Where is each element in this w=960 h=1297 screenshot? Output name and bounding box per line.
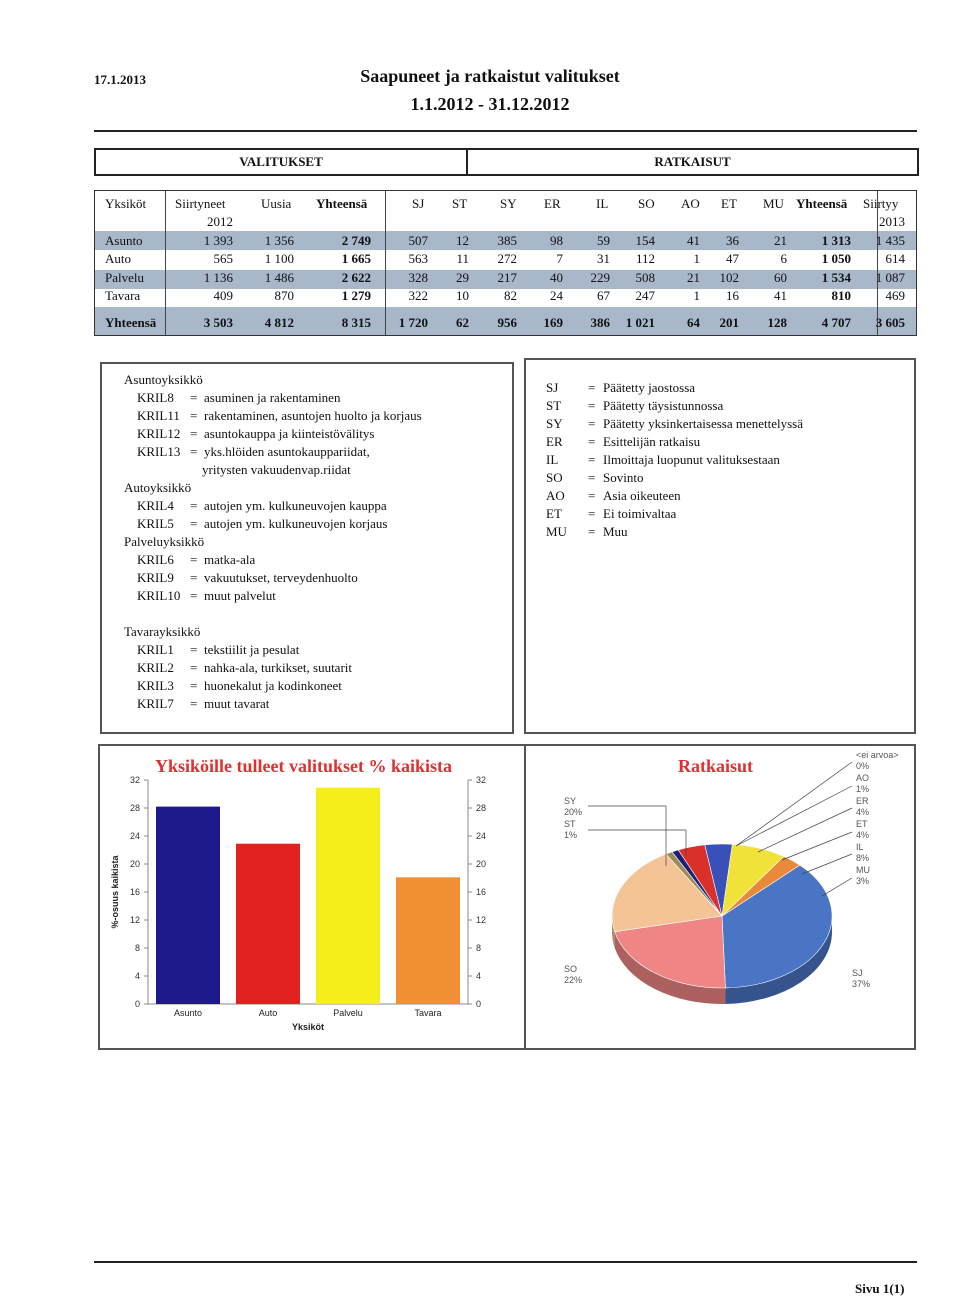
abbr-code: MU — [546, 524, 567, 539]
unit-code: KRIL12 — [137, 426, 181, 441]
table-cell: 385 — [497, 233, 517, 248]
unit-code: KRIL4 — [137, 498, 174, 513]
pie-label-name: MU — [856, 865, 870, 875]
abbreviation-legend-box — [524, 358, 916, 734]
table-cell: 217 — [497, 270, 517, 285]
table-cell: 469 — [885, 288, 905, 303]
equals-sign: = — [190, 570, 198, 585]
pie-label-name: SY — [564, 796, 577, 806]
table-cell: 82 — [504, 288, 517, 303]
pie-label-pct: 37% — [852, 979, 871, 989]
unit-heading: Tavarayksikkö — [124, 624, 201, 639]
equals-sign: = — [588, 506, 596, 521]
table-cell: 24 — [550, 288, 563, 303]
abbr-code: IL — [546, 452, 559, 467]
y-tick-label-left: 16 — [129, 887, 140, 897]
bar-palvelu — [316, 788, 380, 1004]
unit-description: yks.hlöiden asuntokauppariidat, — [204, 444, 370, 459]
equals-sign: = — [588, 380, 596, 395]
y-tick-label-right: 32 — [476, 775, 487, 785]
unit-description: autojen ym. kulkuneuvojen kauppa — [204, 498, 387, 513]
bar-chart — [100, 746, 524, 1048]
table-total-cell: 386 — [590, 315, 610, 330]
table-total-cell: 62 — [456, 315, 469, 330]
pie-label-name: <ei arvoa> — [856, 750, 899, 760]
table-row-label: Tavara — [105, 288, 141, 303]
unit-description: autojen ym. kulkuneuvojen korjaus — [204, 516, 388, 531]
table-header-cell: MU — [763, 196, 784, 211]
table-total-label: Yhteensä — [105, 315, 157, 330]
pie-chart — [526, 746, 914, 1048]
table-cell: 41 — [774, 288, 787, 303]
table-cell: 272 — [497, 251, 517, 266]
table-cell: 1 087 — [875, 270, 905, 285]
pie-label-pct: 8% — [856, 853, 870, 863]
table-total-cell: 128 — [767, 315, 787, 330]
table-header-cell: Siirtyneet — [175, 196, 226, 211]
equals-sign: = — [588, 488, 596, 503]
x-category-label: Tavara — [414, 1008, 442, 1018]
table-cell: 47 — [726, 251, 739, 266]
y-tick-label-left: 24 — [129, 831, 140, 841]
table-total-cell: 1 720 — [398, 315, 428, 330]
x-category-label: Palvelu — [333, 1008, 363, 1018]
table-cell: 16 — [726, 288, 739, 303]
pie-leader-line — [822, 878, 852, 896]
y-tick-label-right: 20 — [476, 859, 487, 869]
equals-sign: = — [190, 498, 198, 513]
table-cell: 1 136 — [203, 270, 233, 285]
y-tick-label-right: 28 — [476, 803, 487, 813]
table-header-cell: IL — [596, 196, 609, 211]
table-header-cell: ER — [544, 196, 561, 211]
table-cell: 1 356 — [264, 233, 294, 248]
pie-leader-line — [736, 762, 852, 846]
equals-sign: = — [190, 696, 198, 711]
table-cell: 6 — [780, 251, 787, 266]
table-cell: 1 313 — [821, 233, 851, 248]
table-header-cell: SY — [500, 196, 517, 211]
equals-sign: = — [588, 416, 596, 431]
table-header-cell: SO — [638, 196, 655, 211]
abbr-code: AO — [546, 488, 565, 503]
unit-code: KRIL7 — [137, 696, 174, 711]
table-cell: 409 — [213, 288, 233, 303]
table-cell: 29 — [456, 270, 469, 285]
table-cell: 60 — [774, 270, 787, 285]
pie-label-pct: 1% — [564, 830, 578, 840]
unit-code: KRIL2 — [137, 660, 174, 675]
pie-label-pct: 22% — [564, 975, 583, 985]
equals-sign: = — [190, 426, 198, 441]
table-cell: 36 — [726, 233, 739, 248]
table-cell: 59 — [597, 233, 610, 248]
equals-sign: = — [190, 552, 198, 567]
abbr-description: Muu — [603, 524, 628, 539]
y-tick-label-left: 28 — [129, 803, 140, 813]
x-category-label: Auto — [258, 1008, 278, 1018]
equals-sign: = — [190, 408, 198, 423]
table-cell: 1 435 — [875, 233, 905, 248]
table-cell: 12 — [456, 233, 469, 248]
unit-description: rakentaminen, asuntojen huolto ja korjaus — [204, 408, 422, 423]
report-title: Saapuneet ja ratkaistut valitukset — [360, 66, 620, 86]
table-header-cell: Uusia — [261, 196, 292, 211]
table-cell: 563 — [408, 251, 428, 266]
unit-heading: Palveluyksikkö — [124, 534, 205, 549]
unit-code: KRIL5 — [137, 516, 174, 531]
table-cell: 21 — [687, 270, 700, 285]
y-tick-label-left: 8 — [134, 943, 140, 953]
table-column-divider — [385, 191, 386, 335]
table-header-cell: AO — [681, 196, 700, 211]
equals-sign: = — [190, 678, 198, 693]
y-tick-label-left: 20 — [129, 859, 140, 869]
abbr-description: Ilmoittaja luopunut valituksestaan — [603, 452, 780, 467]
y-tick-label-left: 12 — [129, 915, 140, 925]
y-tick-label-right: 8 — [476, 943, 482, 953]
table-cell: 31 — [597, 251, 610, 266]
abbr-code: ST — [546, 398, 562, 413]
unit-heading: Autoyksikkö — [124, 480, 192, 495]
bottom-divider — [94, 1261, 917, 1263]
page-number: Sivu 1(1) — [855, 1281, 905, 1296]
table-header-year: 2012 — [207, 214, 233, 229]
pie-label-pct: 1% — [856, 784, 870, 794]
table-cell: 1 — [693, 288, 700, 303]
table-cell: 2 749 — [341, 233, 371, 248]
unit-description: nahka-ala, turkikset, suutarit — [204, 660, 353, 675]
table-cell: 1 534 — [821, 270, 851, 285]
table-cell: 154 — [635, 233, 655, 248]
table-cell: 810 — [831, 288, 851, 303]
table-total-cell: 169 — [543, 315, 563, 330]
top-divider — [94, 130, 917, 132]
table-cell: 1 050 — [821, 251, 851, 266]
table-row-label: Asunto — [105, 233, 143, 248]
unit-description: huonekalut ja kodinkoneet — [204, 678, 342, 693]
unit-code: KRIL6 — [137, 552, 174, 567]
equals-sign: = — [190, 588, 198, 603]
abbr-code: SY — [546, 416, 563, 431]
table-cell: 614 — [885, 251, 905, 266]
table-cell: 21 — [774, 233, 787, 248]
x-category-label: Asunto — [173, 1008, 203, 1018]
table-cell: 102 — [719, 270, 739, 285]
pie-label-name: AO — [856, 773, 870, 783]
abbr-description: Päätetty yksinkertaisessa menettelyssä — [603, 416, 804, 431]
table-total-cell: 3 605 — [875, 315, 905, 330]
abbr-description: Päätetty täysistunnossa — [603, 398, 724, 413]
equals-sign: = — [588, 434, 596, 449]
x-axis-label: Yksiköt — [291, 1022, 325, 1032]
abbr-description: Ei toimivaltaa — [603, 506, 677, 521]
abbr-code: SO — [546, 470, 563, 485]
pie-label-name: SJ — [852, 968, 863, 978]
table-column-divider — [877, 191, 878, 335]
pie-label-pct: 3% — [856, 876, 870, 886]
table-cell: 507 — [408, 233, 428, 248]
table-cell: 870 — [274, 288, 294, 303]
table-total-cell: 3 503 — [203, 315, 233, 330]
table-cell: 322 — [408, 288, 428, 303]
y-axis-label: %-osuus kaikista — [110, 855, 120, 929]
unit-code: KRIL10 — [137, 588, 181, 603]
unit-description: vakuutukset, terveydenhuolto — [204, 570, 358, 585]
table-total-cell: 4 812 — [264, 315, 294, 330]
table-cell: 41 — [687, 233, 700, 248]
pie-label-name: ET — [856, 819, 868, 829]
pie-label-pct: 4% — [856, 830, 870, 840]
statistics-table — [94, 190, 917, 336]
table-cell: 40 — [550, 270, 563, 285]
table-cell: 229 — [590, 270, 610, 285]
equals-sign: = — [588, 452, 596, 467]
table-cell: 1 665 — [341, 251, 371, 266]
table-header-cell: ET — [721, 196, 737, 211]
bar-chart-panel — [98, 744, 526, 1050]
table-cell: 7 — [556, 251, 563, 266]
table-cell: 1 279 — [341, 288, 371, 303]
table-header-year: 2013 — [879, 214, 905, 229]
pie-label-name: ER — [856, 796, 869, 806]
y-tick-label-left: 4 — [134, 971, 140, 981]
y-tick-label-right: 0 — [476, 999, 482, 1009]
table-total-cell: 201 — [719, 315, 739, 330]
abbr-description: Asia oikeuteen — [603, 488, 681, 503]
y-tick-label-left: 32 — [129, 775, 140, 785]
abbr-code: ET — [546, 506, 562, 521]
table-header-cell: Yksiköt — [105, 196, 147, 211]
table-total-cell: 64 — [687, 315, 700, 330]
equals-sign: = — [190, 390, 198, 405]
table-cell: 508 — [635, 270, 655, 285]
unit-description: muut tavarat — [204, 696, 270, 711]
pie-label-pct: 4% — [856, 807, 870, 817]
pie-label-name: IL — [856, 842, 864, 852]
pie-label-pct: 20% — [564, 807, 583, 817]
unit-description: asuntokauppa ja kiinteistövälitys — [204, 426, 375, 441]
pie-chart-title: Ratkaisut — [678, 756, 754, 776]
abbr-description: Esittelijän ratkaisu — [603, 434, 701, 449]
table-cell: 1 393 — [203, 233, 233, 248]
pie-label-name: SO — [564, 964, 578, 974]
table-header-cell: Yhteensä — [316, 196, 368, 211]
equals-sign: = — [190, 444, 198, 459]
y-tick-label-right: 12 — [476, 915, 487, 925]
unit-description: muut palvelut — [204, 588, 276, 603]
units-legend-box — [100, 362, 514, 734]
unit-code: KRIL1 — [137, 642, 174, 657]
unit-code: KRIL3 — [137, 678, 174, 693]
section-ratkaisut: RATKAISUT — [654, 154, 731, 169]
table-row-label: Palvelu — [105, 270, 144, 285]
table-row-label: Auto — [105, 251, 131, 266]
table-total-cell: 8 315 — [341, 315, 371, 330]
table-header-cell: SJ — [412, 196, 425, 211]
unit-description: yritysten vakuudenvap.riidat — [202, 462, 351, 477]
pie-label-name: ST — [564, 819, 576, 829]
pie-label-pct: 0% — [856, 761, 870, 771]
y-tick-label-right: 16 — [476, 887, 487, 897]
unit-code: KRIL11 — [137, 408, 180, 423]
table-cell: 247 — [635, 288, 655, 303]
unit-heading: Asuntoyksikkö — [124, 372, 203, 387]
equals-sign: = — [190, 660, 198, 675]
equals-sign: = — [588, 524, 596, 539]
unit-code: KRIL9 — [137, 570, 174, 585]
table-header-cell: Siirtyy — [863, 196, 899, 211]
equals-sign: = — [190, 642, 198, 657]
bar-auto — [236, 844, 300, 1004]
y-tick-label-right: 24 — [476, 831, 487, 841]
equals-sign: = — [588, 398, 596, 413]
pie-chart-panel — [524, 744, 916, 1050]
table-cell: 1 — [693, 251, 700, 266]
section-valitukset: VALITUKSET — [239, 154, 323, 169]
table-cell: 565 — [213, 251, 233, 266]
table-header-cell: Yhteensä — [796, 196, 848, 211]
abbr-description: Sovinto — [603, 470, 644, 485]
table-cell: 2 622 — [341, 270, 371, 285]
unit-code: KRIL8 — [137, 390, 174, 405]
abbr-code: ER — [546, 434, 563, 449]
bar-asunto — [156, 807, 220, 1004]
pie-leader-line — [758, 808, 852, 852]
unit-description: tekstiilit ja pesulat — [204, 642, 300, 657]
table-cell: 1 486 — [264, 270, 294, 285]
table-total-cell: 1 021 — [625, 315, 655, 330]
bar-chart-title: Yksiköille tulleet valitukset % kaikista — [155, 756, 453, 776]
abbr-code: SJ — [546, 380, 559, 395]
report-date: 17.1.2013 — [94, 72, 146, 87]
report-period: 1.1.2012 - 31.12.2012 — [410, 94, 570, 114]
y-tick-label-right: 4 — [476, 971, 482, 981]
table-cell: 1 100 — [264, 251, 294, 266]
table-cell: 10 — [456, 288, 469, 303]
pie-leader-line — [802, 854, 852, 874]
table-header-cell: ST — [452, 196, 468, 211]
section-header — [94, 148, 919, 176]
table-total-cell: 4 707 — [821, 315, 851, 330]
table-total-cell: 956 — [497, 315, 517, 330]
equals-sign: = — [190, 516, 198, 531]
equals-sign: = — [588, 470, 596, 485]
unit-code: KRIL13 — [137, 444, 181, 459]
table-cell: 328 — [408, 270, 428, 285]
bar-tavara — [396, 877, 460, 1004]
table-cell: 67 — [597, 288, 610, 303]
table-cell: 98 — [550, 233, 563, 248]
unit-description: matka-ala — [204, 552, 256, 567]
unit-description: asuminen ja rakentaminen — [204, 390, 341, 405]
abbr-description: Päätetty jaostossa — [603, 380, 696, 395]
table-cell: 112 — [635, 251, 655, 266]
table-column-divider — [165, 191, 166, 335]
y-tick-label-left: 0 — [134, 999, 140, 1009]
table-cell: 11 — [456, 251, 469, 266]
